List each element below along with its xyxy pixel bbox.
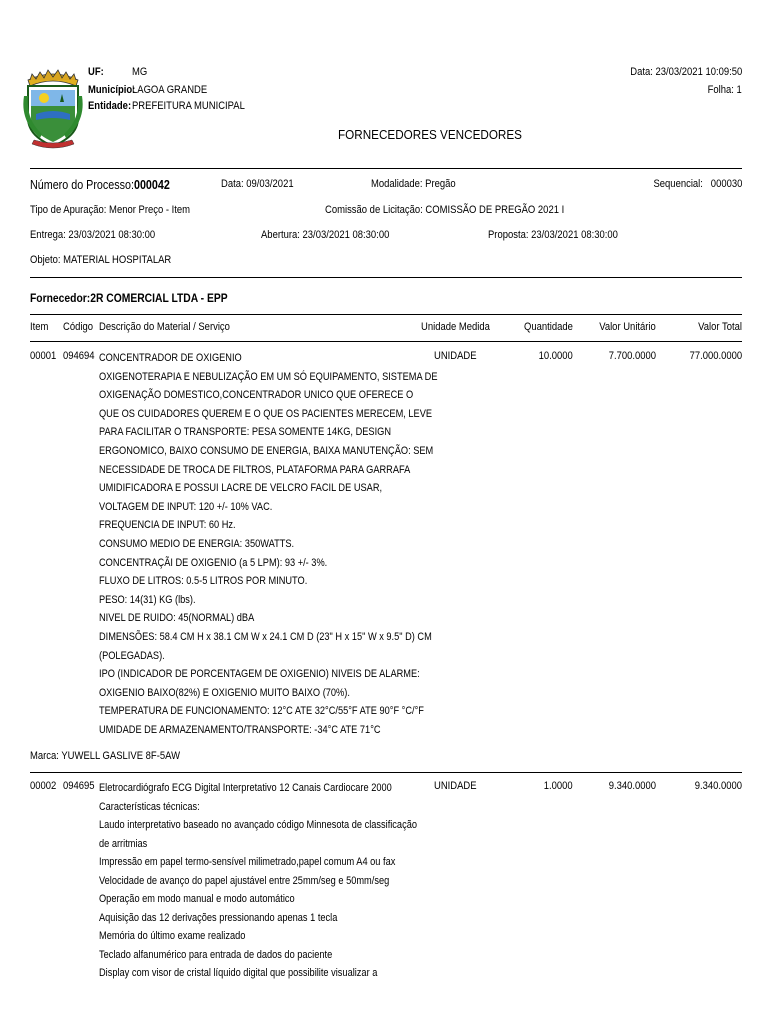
sequencial	[653, 178, 742, 190]
description-line: OXIGENIO BAIXO(82%) E OXIGENIO MUITO BAIXO (70%).	[99, 686, 350, 699]
description-line: Impressão em papel termo-sensível milimetrado,papel comum A4 ou fax	[99, 856, 396, 868]
col-valor-total: Valor Total	[698, 321, 742, 333]
description-line: PARA FACILITAR O TRANSPORTE: PESA SOMENTE 14KG, DESIGN	[99, 426, 392, 439]
fornecedor-label: Fornecedor:	[30, 291, 91, 305]
item-unit-price: 9.340.0000	[608, 780, 656, 792]
item-total: 77.000.0000	[689, 350, 742, 362]
divider	[30, 277, 742, 278]
item-quantity: 10.0000	[538, 350, 573, 362]
description-line: NECESSIDADE DE TROCA DE FILTROS, PLATAFORMA PARA GARRAFA	[99, 463, 411, 476]
item-unit: UNIDADE	[434, 350, 477, 362]
description-line: Eletrocardiógrafo ECG Digital Interpretativo 12 Canais Cardiocare 2000	[99, 782, 392, 794]
divider	[30, 772, 742, 773]
description-line: DIMENSÕES: 58.4 CM H x 38.1 CM W x 24.1 CM D (23" H x 15" W x 9.5" D) CM	[99, 630, 432, 643]
col-quantidade: Quantidade	[524, 321, 573, 333]
municipio-label: Município:	[88, 84, 136, 96]
municipal-crest-logo	[22, 66, 84, 150]
description-line: Teclado alfanumérico para entrada de dados do paciente	[99, 948, 333, 961]
item-description	[99, 349, 479, 739]
description-line: de arritmias	[99, 837, 148, 850]
sequencial-label: Sequencial:	[653, 178, 703, 190]
description-line: UMIDIFICADORA E POSSUI LACRE DE VELCRO FACIL DE USAR,	[99, 482, 383, 495]
processo-value: 000042	[133, 178, 170, 192]
col-unidade: Unidade Medida	[421, 321, 490, 333]
processo-date: Data: 09/03/2021	[221, 178, 294, 190]
item-brand: Marca: YUWELL GASLIVE 8F-5AW	[30, 750, 181, 762]
print-date: Data: 23/03/2021 10:09:50	[629, 66, 742, 78]
description-line: CONCENTRADOR DE OXIGENIO	[99, 352, 242, 364]
description-line: CONSUMO MEDIO DE ENERGIA: 350WATTS.	[99, 537, 295, 550]
description-line: QUE OS CUIDADORES QUEREM E O QUE OS PACIENTES MERECEM, LEVE	[99, 407, 433, 420]
description-line: NIVEL DE RUIDO: 45(NORMAL) dBA	[99, 612, 255, 625]
description-line: Características técnicas:	[99, 800, 200, 813]
description-line: FLUXO DE LITROS: 0.5-5 LITROS POR MINUTO.	[99, 575, 308, 588]
municipio-value: LAGOA GRANDE	[132, 84, 208, 96]
description-line: (POLEGADAS).	[99, 649, 165, 662]
page-number: Folha: 1	[707, 84, 742, 96]
divider	[30, 341, 742, 342]
description-line: ERGONOMICO, BAIXO CONSUMO DE ENERGIA, BAIXA MANUTENÇÃO: SEM	[99, 444, 434, 457]
col-codigo: Código	[63, 321, 93, 333]
description-line: Operação em modo manual e modo automático	[99, 893, 295, 905]
description-line: Aquisição das 12 derivações pressionando apenas 1 tecla	[99, 911, 338, 924]
description-line: Laudo interpretativo baseado no avançado código Minnesota de classificação	[99, 819, 417, 831]
fornecedor	[30, 291, 228, 305]
uf-label: UF:	[88, 66, 104, 78]
processo-number	[30, 178, 170, 192]
item-number: 00002	[30, 780, 57, 792]
item-unit: UNIDADE	[434, 780, 477, 792]
item-description	[99, 779, 479, 983]
divider	[30, 168, 742, 169]
description-line: OXIGENAÇÃO DOMESTICO,CONCENTRADOR UNICO QUE OFERECE O	[99, 389, 414, 402]
abertura-date: Abertura: 23/03/2021 08:30:00	[261, 229, 390, 241]
col-valor-unitario: Valor Unitário	[599, 321, 656, 333]
col-descricao: Descrição do Material / Serviço	[99, 321, 230, 333]
processo-label: Número do Processo:	[30, 178, 134, 192]
objeto: Objeto: MATERIAL HOSPITALAR	[30, 254, 172, 266]
description-line: UMIDADE DE ARMAZENAMENTO/TRANSPORTE: -34°C ATE 71°C	[99, 723, 381, 736]
uf-value: MG	[132, 66, 148, 78]
fornecedor-value: 2R COMERCIAL LTDA - EPP	[90, 291, 228, 305]
description-line: Display com visor de cristal líquido digital que possibilite visualizar a	[99, 967, 378, 979]
item-code: 094695	[63, 780, 95, 792]
description-line: Velocidade de avanço do papel ajustável entre 25mm/seg e 50mm/seg	[99, 874, 390, 887]
description-line: CONCENTRAÇÃI DE OXIGENIO (a 5 LPM): 93 +/- 3%.	[99, 556, 328, 569]
divider	[30, 314, 742, 315]
description-line: FREQUENCIA DE INPUT: 60 Hz.	[99, 519, 236, 532]
description-line: OXIGENOTERAPIA E NEBULIZAÇÃO EM UM SÓ EQUIPAMENTO, SISTEMA DE	[99, 370, 438, 383]
description-line: VOLTAGEM DE INPUT: 120 +/- 10% VAC.	[99, 500, 273, 513]
item-unit-price: 7.700.0000	[608, 350, 656, 362]
item-number: 00001	[30, 350, 57, 362]
description-line: PESO: 14(31) KG (lbs).	[99, 593, 196, 606]
description-line: Memória do último exame realizado	[99, 930, 246, 942]
description-line: TEMPERATURA DE FUNCIONAMENTO: 12°C ATE 32°C/55°F ATE 90°F °C/°F	[99, 705, 424, 718]
entidade-label: Entidade:	[88, 100, 132, 112]
entrega-date: Entrega: 23/03/2021 08:30:00	[30, 229, 156, 241]
comissao-licitacao: Comissão de Licitação: COMISSÃO DE PREGÃO 2021 I	[325, 204, 565, 216]
col-item: Item	[30, 321, 49, 333]
tipo-apuracao: Tipo de Apuração: Menor Preço - Item	[30, 204, 191, 216]
item-quantity: 1.0000	[544, 780, 573, 792]
report-title: FORNECEDORES VENCEDORES	[338, 127, 522, 142]
proposta-date: Proposta: 23/03/2021 08:30:00	[488, 229, 618, 241]
description-line: IPO (INDICADOR DE PORCENTAGEM DE OXIGENIO) NIVEIS DE ALARME:	[99, 668, 420, 681]
entidade-value: PREFEITURA MUNICIPAL	[132, 100, 245, 112]
sequencial-value: 000030	[710, 178, 742, 190]
item-total: 9.340.0000	[694, 780, 742, 792]
modalidade: Modalidade: Pregão	[371, 178, 456, 190]
item-code: 094694	[63, 350, 95, 362]
